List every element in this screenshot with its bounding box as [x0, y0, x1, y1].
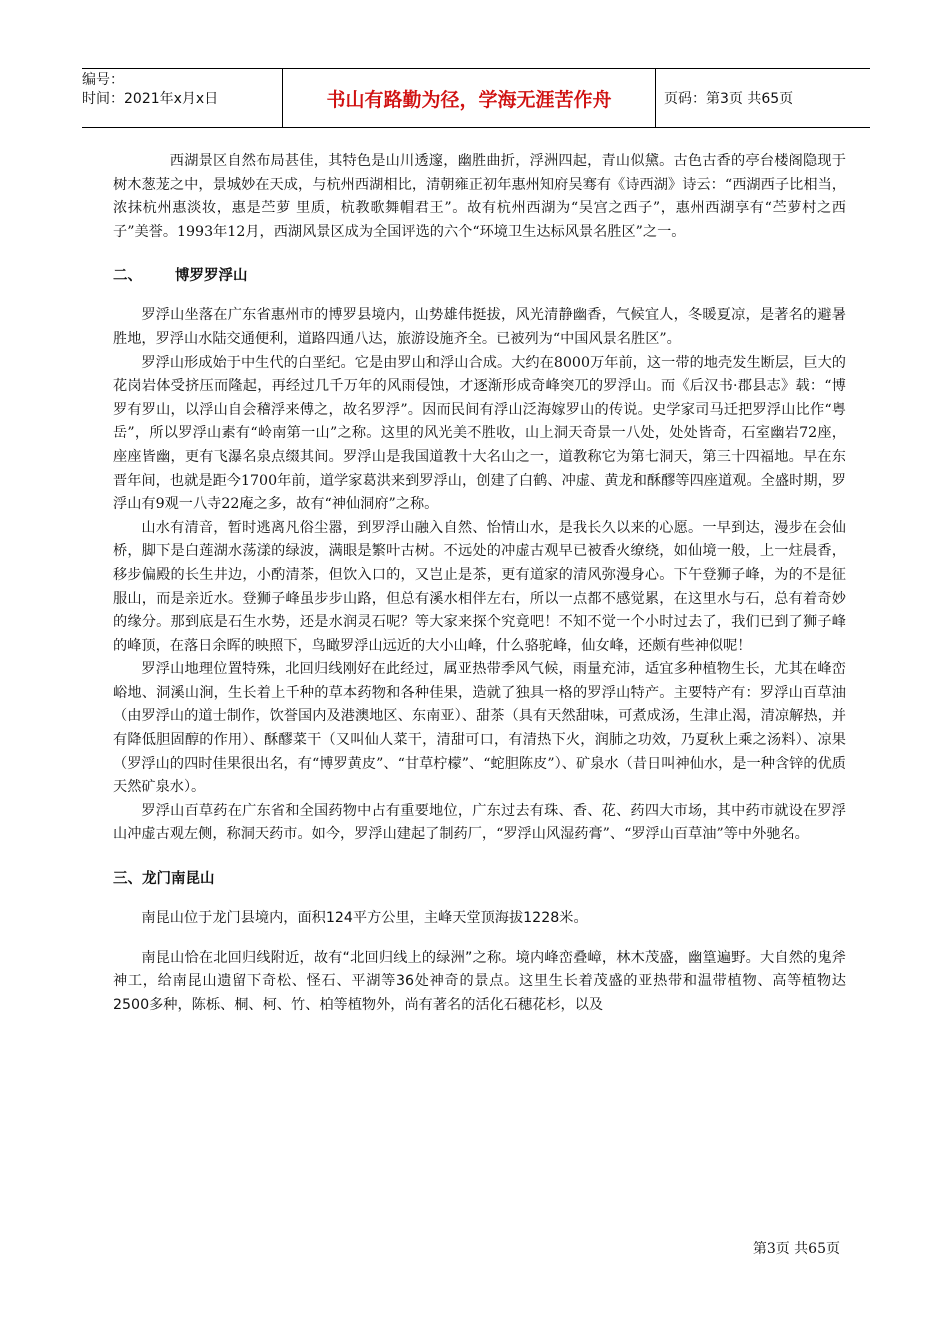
section-heading-nankun: 三、龙门南昆山 [113, 871, 215, 888]
paragraph-luofu-4: 罗浮山地理位置特殊，北回归线刚好在此经过，属亚热带季风气候，雨量充沛，适宜多种植物生长，尤其在峰峦峪地、洞溪山涧，生长着上千种的草本药物和各种佳果，造就了独具一格的罗浮山特产。主要特产有：罗浮山百草油（由罗浮山的道士制作，饮誉国内及港澳地区、东南亚）、甜茶（具有天然甜味，可煮成汤，生津止渴，清凉解热，并有降低胆固醇的作用）、酥醪菜干（又叫仙人菜干，清甜可口，有清热下火，润肺之功效，乃夏秋上乘之汤料）、凉果（罗浮山的四时佳果很出名，有“博罗黄皮”、“甘草柠檬”、“蛇胆陈皮”）、矿泉水（昔日叫神仙水，是一种含锌的优质天然矿泉水）。 [113, 661, 846, 796]
paragraph-luofu-2: 罗浮山形成始于中生代的白垩纪。它是由罗山和浮山合成。大约在8000万年前，这一带的地壳发生断层，巨大的花岗岩体受挤压而隆起，再经过几千万年的风雨侵蚀，才逐渐形成奇峰突兀的罗浮山。而《后汉书·郡县志》载：“博罗有罗山，以浮山自会稽浮来傅之，故名罗浮”。因而民间有浮山泛海嫁罗山的传说。史学家司马迁把罗浮山比作“粤岳”，所以罗浮山素有“岭南第一山”之称。这里的风光美不胜收，山上洞天奇景一八处，处处皆奇，石室幽岩72座，座座皆幽，更有飞瀑名泉点缀其间。罗浮山是我国道教十大名山之一，道教称它为第七洞天，第三十四福地。早在东晋年间，也就是距今1700年前，道学家葛洪来到罗浮山，创建了白鹤、冲虚、黄龙和酥醪等四座道观。全盛时期，罗浮山有9观一八寺22庵之多，故有“神仙洞府”之称。 [113, 354, 846, 513]
page-header [82, 68, 870, 128]
paragraph-luofu-5: 罗浮山百草药在广东省和全国药物中占有重要地位，广东过去有珠、香、花、药四大市场，其中药市就设在罗浮山冲虚古观左侧，称洞天药市。如今，罗浮山建起了制药厂，“罗浮山风湿药膏”、“罗浮山百草油”等中外驰名。 [113, 802, 846, 843]
paragraph-luofu-3: 山水有清音，暂时逃离凡俗尘嚣，到罗浮山融入自然、怡情山水，是我长久以来的心愿。一早到达，漫步在会仙桥，脚下是白莲湖水荡漾的绿波，满眼是繁叶古树。不远处的冲虚古观早已被香火缭绕，如仙境一般，上一炷晨香，移步偏殿的长生井边，小酌清茶，但饮入口的，又岂止是茶，更有道家的清风弥漫身心。下午登狮子峰，为的不是征服山，而是亲近水。登狮子峰虽步步山路，但总有溪水相伴左右，所以一点都不感觉累，在这里水与石，总有着奇妙的缘分。那到底是石生水势，还是水润灵石呢？等大家来探个究竟吧！不知不觉一个小时过去了，我们已到了狮子峰的峰顶，在落日余晖的映照下，鸟瞰罗浮山远近的大小山峰，什么骆驼峰，仙女峰，还颇有些神似呢！ [113, 519, 846, 654]
paragraph-nankun-2: 南昆山恰在北回归线附近，故有“北回归线上的绿洲”之称。境内峰峦叠嶂，林木茂盛，幽篁遍野。大自然的鬼斧神工，给南昆山遗留下奇松、怪石、平湖等36处神奇的景点。这里生长着茂盛的亚热带和温带植物、高等植物达2500多种，陈栎、桐、柯、竹、柏等植物外，尚有著名的活化石穗花杉，以及 [113, 949, 846, 1013]
section-number: 二、 [113, 268, 142, 285]
section-heading-luofu [113, 264, 846, 288]
header-motto: 书山有路勤为径，学海无涯苦作舟 [282, 69, 656, 127]
paragraph-nankun-1: 南昆山位于龙门县境内，面积124平方公里，主峰天堂顶海拔1228米。 [141, 910, 588, 927]
paragraph-luofu-1: 罗浮山坐落在广东省惠州市的博罗县境内，山势雄伟挺拔，风光清静幽香，气候宜人，冬暖夏凉，是著名的避暑胜地，罗浮山水陆交通便利，道路四通八达，旅游设施齐全。已被列为“中国风景名胜区”。 [113, 307, 846, 347]
doc-date: 时间：2021年x月x日 [82, 91, 219, 107]
paragraph-west-lake: 西湖景区自然布局甚佳，其特色是山川透邃，幽胜曲折，浮洲四起，青山似黛。古色古香的亭台楼阁隐现于树木葱茏之中，景城妙在天成，与杭州西湖相比，清朝雍正初年惠州知府吴骞有《诗西湖》诗云：“西湖西子比相当，浓抹杭州惠淡妆，惠是苎萝 里质，杭教歌舞帽君王”。故有杭州西湖为“吴宫之西子”，惠州西湖享有“苎萝村之西子”美誉。1993年12月，西湖风景区成为全国评选的六个“环境卫生达标风景名胜区”之一。 [113, 153, 846, 240]
page-footer: 第3页 共65页 [752, 1241, 840, 1257]
document-body [113, 150, 846, 1017]
header-page-info: 页码：第3页 共65页 [664, 91, 794, 107]
doc-number-label: 编号： [82, 72, 124, 88]
header-meta [82, 69, 282, 127]
section-title: 博罗罗浮山 [175, 268, 248, 285]
